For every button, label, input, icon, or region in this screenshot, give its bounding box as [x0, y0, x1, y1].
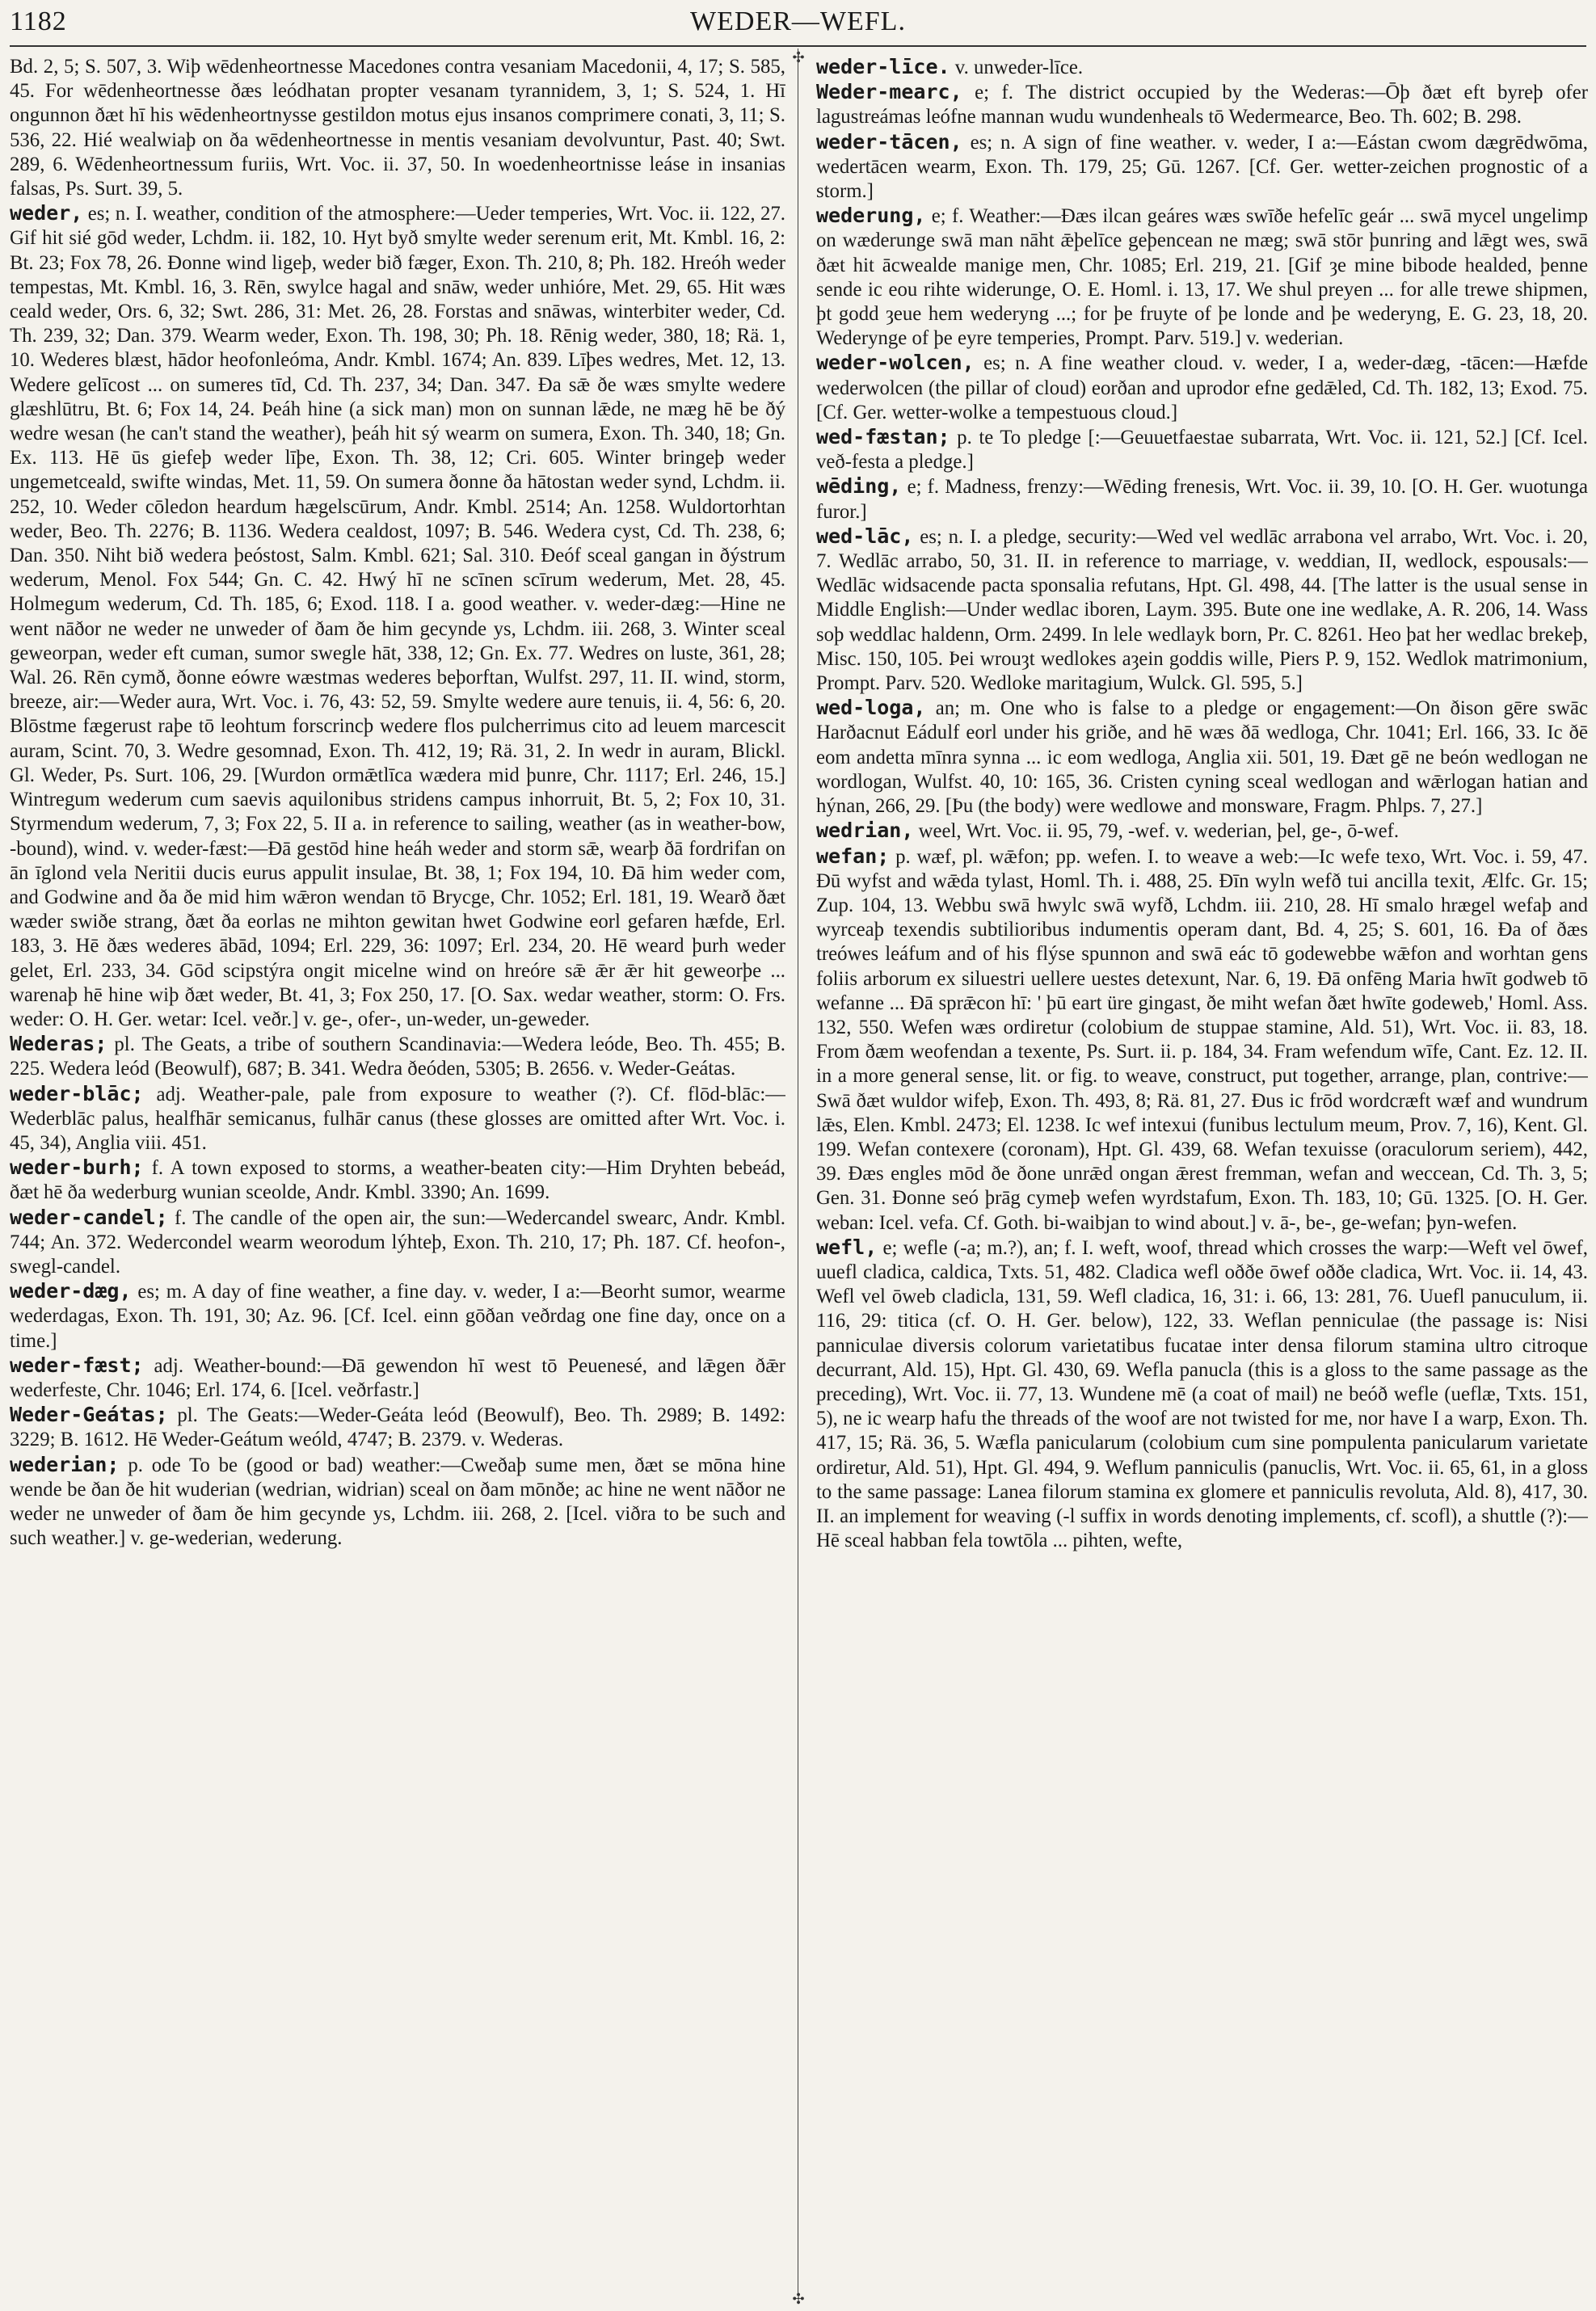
dictionary-entry — [816, 130, 1588, 204]
entry-definition: adj. Weather-pale, pale from exposure to weather (?). Cf. flōd-blāc:—Wederblāc palus, healfhār semicanus, fulhār canus (these glosses are omitted after Wrt. Voc. i. 45, 34), Anglia viii. 451. — [10, 1083, 785, 1154]
entry-definition: e; f. Weather:—Ðæs ilcan geáres wæs swīðe hefelīc geár ... swā mycel ungelimp on wæderunge swā man nāht ǣþelīce geþencean ne mæg; swā stōr þunring and lǣgt wes, swā ðæt hit ācwealde manige men, Chr. 1085; Erl. 219, 21. [Gif ȝe mine bibode healded, þenne sende ic eou rihte widerunge, O. E. Homl. i. 13, 17. We shul preyen ... for alle trewe shipmen, þt godd ȝeue hem wederyng ...; for þe fruyte of þe londe and þe wederyng, E. G. 23, 18, 20. Wederynge of þe eyre temperies, Prompt. Parv. 519.] v. wederian. — [816, 205, 1588, 350]
entry-headword: weder-līce. — [816, 55, 950, 78]
entry-headword: wed-loga, — [816, 696, 926, 720]
entry-definition: es; n. A fine weather cloud. v. weder, I a, weder-dæg, -tācen:—Hæfde wederwolcen (the pillar of cloud) eorðan and uprodor efne gedǣled, Cd. Th. 182, 13; Exod. 75. [Cf. Ger. wetter-wolke a tempestuous cloud.] — [816, 352, 1588, 423]
column-ornament-top-icon: ✣ — [792, 49, 805, 65]
dictionary-entry — [10, 1156, 785, 1205]
entry-headword: wederian; — [10, 1452, 120, 1476]
entry-definition: es; n. I. weather, condition of the atmosphere:—Ueder temperies, Wrt. Voc. ii. 122, 27. Gif hit sié gōd weder, Lchdm. ii. 182, 10. Hyt byð smylte weder serenum erit, Mt. Kmbl. 16, 2: Bt. 23; Fox 78, 26. Ðonne wind ligeþ, weder bið fæger, Exon. Th. 210, 8; Ph. 182. Hreóh weder tempestas, Mt. Kmbl. 16, 3. Rēn, swylce hagal and snāw, weder unhióre, Met. 29, 65. Hit wæs ceald weder, Ors. 6, 32; Swt. 286, 31: Met. 26, 28. Forstas and snāwas, winterbiter weder, Cd. Th. 239, 32; Dan. 379. Wearm weder, Exon. Th. 198, 30; Ph. 18. Rēnig weder, 380, 18; Rä. 1, 10. Wederes blæst, hādor heofonleóma, Andr. Kmbl. 1674; An. 839. Līþes wedres, Met. 12, 13. Wedere gelīcost ... on sumeres tīd, Cd. Th. 237, 34; Dan. 347. Ða sǣ ðe wæs smylte wedere glæshlūtru, Bt. 6; Fox 14, 24. Þeáh hine (a sick man) mon on sunnan lǣde, ne mæg hē be ðý wedre wesan (he can't stand the weather), þeáh hit sý wearm on sumera, Exon. Th. 340, 18; Gn. Ex. 113. Hē ūs giefeþ weder līþe, Exon. Th. 38, 12; Cri. 605. Winter bringeþ weder ungemetceald, swifte windas, Met. 11, 59. On sumera ðonne ða hātostan weder synd, Lchdm. ii. 252, 10. Weder cōledon heardum hægelscūrum, Andr. Kmbl. 2514; An. 1258. Wuldortorhtan weder, Beo. Th. 2276; B. 1136. Wedera cealdost, 1097; B. 546. Wedera cyst, Cd. Th. 238, 6; Dan. 350. Niht bið wedera þeóstost, Salm. Kmbl. 621; Sal. 310. Ðeóf sceal gangan in ðýstrum wederum, Menol. Fox 544; Gn. C. 42. Hwý hī ne scīnen scīrum wederum, Met. 28, 45. Holmegum wederum, Cd. Th. 185, 6; Exod. 118. I a. good weather. v. weder-dæg:—Hine ne went nāðor ne weder ne unweder of ðam ðe him gecynde ys, Lchdm. iii. 268, 3. Winter sceal geweorpan, weder eft cuman, sumor swegle hāt, 338, 12; Gn. Ex. 77. Wedres on luste, 361, 28; Wal. 26. Rēn cymð, ðonne eówre wæstmas wederes beþorftan, Wulfst. 297, 11. II. wind, storm, breeze, air:—Weder aura, Wrt. Voc. i. 76, 43: 52, 59. Smylte wedere aure tenuis, ii. 4, 56: 6, 20. Blōstme fægerust raþe tō leohtum forscrincþ wedere flos pulcherrimus cito ad leuem marcescit auram, Scint. 70, 3. Wedre gesomnad, Exon. Th. 412, 19; Rä. 31, 2. In wedr in auram, Blickl. Gl. Weder, Ps. Surt. 106, 29. [Wurdon ormǣtlīca wædera mid þunre, Chr. 1117; Erl. 246, 15.] Wintregum wederum cum saevis aquilonibus stridens campus inhorruit, Bt. 5, 2; Fox 10, 31. Styrmendum wederum, 7, 3; Fox 22, 5. II a. in reference to sailing, weather (as in weather-bow, -bound), wind. v. weder-fæst:—Ðā gestōd hine heáh weder and storm sǣ, wearþ ðā fordrifan on ān īglond vela Neritii ducis eurus appulit insulae, Bt. 38, 1; Fox 194, 10. Ðā him weder com, and Godwine and ða ðe mid him wǣron wendan tō Brycge, Chr. 1052; Erl. 181, 19. Wearð ðæt wæder swiðe strang, ðæt ða eorlas ne mihton gewitan hwet Godwine eorl gefaren hæfde, Erl. 183, 3. Hē ðæs wederes ābād, 1094; Erl. 229, 36: 1097; Erl. 234, 20. Hē weard þurh weder gelet, Erl. 233, 34. Gōd scipstýra ongit micelne wind on hreóre sǣ ǣr ǣr hit geweorþe ... warenaþ hē hine wiþ ðæt weder, Bt. 41, 3; Fox 250, 17. [O. Sax. wedar weather, storm: O. Frs. weder: O. H. Ger. wetar: Icel. veðr.] v. ge-, ofer-, un-weder, un-geweder. — [10, 203, 785, 1030]
entry-definition: e; f. Madness, frenzy:—Wēding frenesis, Wrt. Voc. ii. 39, 10. [O. H. Ger. wuotunga furor.] — [816, 476, 1588, 523]
dictionary-entry — [10, 55, 785, 201]
entry-headword: weder-dæg, — [10, 1279, 132, 1303]
dictionary-entry — [10, 1353, 785, 1403]
header-rule — [10, 45, 1586, 47]
entry-definition: es; n. A sign of fine weather. v. weder, I a:—Eástan cwom dægrēdwōma, wedertācen wearm, Exon. Th. 179, 25; Gū. 1267. [Cf. Ger. wetter-zeichen prognostic of a storm.] — [816, 131, 1588, 203]
entry-definition: Bd. 2, 5; S. 507, 3. Wiþ wēdenheortnesse Macedones contra vesaniam Macedonii, 4, 17; S. 585, 45. For wēdenheortnesse ðæs leódhatan propter vesanam tyrannidem, 3, 1; S. 524, 1. Hī ongunnon ðæt hī his wēdenheortnysse gestildon motus ejus insanos comprimere conati, 3, 11; S. 536, 22. Hié wealwiaþ on ða wēdenheortnesse in mentis vesaniam devolvuntur, Past. 40; Swt. 289, 6. Wēdenheortnessum furiis, Wrt. Voc. ii. 37, 50. In woedenheortnisse leáse in insanias falsas, Ps. Surt. 39, 5. — [10, 56, 785, 200]
dictionary-entry — [816, 425, 1588, 474]
entry-headword: wefan; — [816, 844, 890, 868]
entry-headword: wēding, — [816, 474, 902, 499]
dictionary-entry — [816, 819, 1588, 844]
right-column — [816, 55, 1588, 2293]
entry-definition: p. wæf, pl. wǣfon; pp. wefen. I. to weave a web:—Ic wefe texo, Wrt. Voc. i. 59, 47. Ðū wyfst and wǣda tylast, Homl. Th. i. 488, 25. Ðīn wyln wefð tui ancilla texit, Ælfc. Gr. 15; Zup. 104, 13. Webbu swā hwylc swā wyfð, Lchdm. iii. 210, 28. Hī smalo hrægel wefaþ and wyrceaþ texendis subtilioribus indumentis operam dant, Bd. 4, 25; S. 601, 16. Ða of ðæs treówes leáfum and of his flýse spunnon and swā eác tō godewebbe wǣfon and worhtan gens foliis arborum ex siluestri uellere uestes detexunt, Nar. 6, 19. Ðā onfēng Maria hwīt godweb tō wefanne ... Ðā sprǣcon hī: ' þū eart üre gingast, ðe miht wefan ðæt hwīte godeweb,' Homl. Ass. 132, 550. Wefen wæs ordiretur (colobium de stuppae stamine, Ald. 51), Wrt. Voc. ii. 83, 18. From ðæm weofendan a texente, Ps. Surt. ii. p. 184, 34. Fram wefendum wīfe, Cant. Ez. 12. II. in a more general sense, lit. or fig. to weave, construct, put together, arrange, plan, contrive:—Swā ðæt wuldor wifeþ, Exon. Th. 493, 8; Rä. 81, 27. Ðus ic frōd wordcræft wæf and wundrum lǣs, Elen. Kmbl. 2473; El. 1238. Ic wef intexui (funibus lectulum meum, Prov. 7, 16), Kent. Gl. 199. Wefan contexere (coronam), Hpt. Gl. 439, 68. Wefan texuisse (oraculorum seriem), 442, 39. Ðæs engles mōd ðe ðone unrǣd ongan ǣrest fremman, wefan and weccean, Cd. Th. 3, 5; Gen. 31. Ðonne seó þrāg cymeþ wefen wyrdstafum, Exon. Th. 183, 10; Gū. 1325. [O. H. Ger. weban: Icel. vefa. Cf. Goth. bi-waibjan to wind about.] v. ā-, be-, ge-wefan; þyn-wefen. — [816, 845, 1588, 1234]
entry-definition: f. The candle of the open air, the sun:—Wedercandel swearc, Andr. Kmbl. 744; An. 372. Wedercondel wearm weorodum lýhteþ, Exon. Th. 210, 17; Ph. 187. Cf. heofon-, swegl-candel. — [10, 1206, 785, 1278]
entry-definition: an; m. One who is false to a pledge or engagement:—On ðison gēre swāc Harðacnut Eádulf eorl under his griðe, and hē wæs ðā wedloga, Chr. 1041; Erl. 166, 33. Ic ðē eom andetta mīnra synna ... ic eom wedloga, Anglia xii. 501, 19. Ðæt gē ne beón wedlogan ne wordlogan, Wulfst. 40, 10: 165, 36. Cristen cyning sceal wedlogan and wǣrlogan hatian and hýnan, 266, 29. [Þu (the body) were wedlowe and monsware, Fragm. Phlps. 7, 27.] — [816, 697, 1588, 818]
entry-definition: pl. The Geats, a tribe of southern Scandinavia:—Wedera leóde, Beo. Th. 455; B. 225. Wedera leód (Beowulf), 687; B. 341. Wedra ðeóden, 5305; B. 2656. v. Weder-Geátas. — [10, 1033, 785, 1080]
dictionary-entry — [10, 1032, 785, 1081]
entry-headword: weder-fæst; — [10, 1353, 144, 1377]
dictionary-entry — [816, 80, 1588, 129]
entry-headword: weder-candel; — [10, 1205, 168, 1229]
entry-headword: weder-tācen, — [816, 129, 962, 154]
dictionary-entry — [10, 1082, 785, 1156]
dictionary-entry — [816, 55, 1588, 80]
dictionary-entry — [816, 1235, 1588, 1554]
entry-headword: Weder-Geátas; — [10, 1403, 168, 1427]
dictionary-entry — [10, 1453, 785, 1551]
entry-definition: e; f. The district occupied by the Wederas:—Ōþ ðæt eft byreþ ofer lagustreámas leófne mannan wudu wundenheals tō Wedermearce, Beo. Th. 602; B. 298. — [816, 82, 1588, 128]
entry-headword: wedrian, — [816, 819, 914, 843]
dictionary-entry — [10, 1279, 785, 1353]
entry-headword: weder, — [10, 201, 83, 225]
entry-headword: wederung, — [816, 204, 926, 228]
entry-headword: Wederas; — [10, 1032, 107, 1056]
entry-headword: weder-blāc; — [10, 1081, 144, 1105]
dictionary-entry — [816, 474, 1588, 524]
entry-definition: v. unweder-līce. — [954, 57, 1084, 78]
entry-definition: weel, Wrt. Voc. ii. 95, 79, -wef. v. wederian, þel, ge-, ō-wef. — [918, 820, 1400, 843]
entry-headword: wed-lāc, — [816, 524, 914, 548]
left-column — [10, 55, 785, 2293]
entry-headword: weder-wolcen, — [816, 351, 975, 375]
entry-headword: Weder-mearc, — [816, 80, 962, 104]
column-ornament-bottom-icon: ✣ — [792, 2291, 805, 2307]
page-header — [10, 2, 1586, 44]
running-title: WEDER—WEFL. — [690, 6, 906, 36]
entry-headword: weder-burh; — [10, 1156, 144, 1180]
dictionary-entry — [816, 204, 1588, 351]
entry-definition: f. A town exposed to storms, a weather-beaten city:—Him Dryhten bebeád, ðæt hē ða wederburg wunian sceolde, Andr. Kmbl. 3390; An. 1699. — [10, 1157, 785, 1204]
entry-definition: e; wefle (-a; m.?), an; f. I. weft, woof, thread which crosses the warp:—Weft vel ōwef, uuefl cladica, caldica, Txts. 51, 482. Cladica wefl oððe ōwef oððe cladica, Wrt. Voc. ii. 14, 43. Wefl vel ōweb cladicla, 131, 59. Wefl cladica, 16, 31: i. 66, 13: 281, 76. Uuefl panuculum, ii. 116, 29: titica (cf. O. H. Ger. below), 122, 33. Weflan penniculae (the passage is: Nisi panniculae diversis colorum varietatibus fucatae inter densa filorum stamina ultro citroque decurrant, Ald. 15), Hpt. Gl. 430, 69. Wefla panucla (this is a gloss to the same passage as the preceding), Wrt. Voc. ii. 77, 13. Wundene mē (a coat of mail) ne beóð wefle (ueflæ, Txts. 151, 5), ne ic wearp hafu the threads of the woof are not twisted for me, nor have I a warp, Exon. Th. 417, 15; Rä. 36, 5. Wæfla panicularum (colobium cum sine pompulenta panicularum varietate ordiretur, Ald. 51), Hpt. Gl. 494, 9. Weflum panniculis (panuclis, Wrt. Voc. ii. 65, 61, in a gloss to the same passage: Lanea filorum stamina ex glomere et panniculis revoluta, Ald. 8), 417, 30. II. an implement for weaving (-l suffix in words denoting implements, cf. scofl), a shuttle (?):—Hē sceal habban fela towtōla ... pihten, wefte, — [816, 1236, 1588, 1552]
dictionary-entry — [10, 201, 785, 1032]
dictionary-entry — [816, 351, 1588, 425]
dictionary-entry — [10, 1403, 785, 1452]
entry-headword: wefl, — [816, 1235, 878, 1259]
entry-headword: wed-fæstan; — [816, 425, 950, 449]
entry-definition: p. te To pledge [:—Geuuetfaestae subarrata, Wrt. Voc. ii. 121, 52.] [Cf. Icel. veð-festa a pledge.] — [816, 427, 1588, 474]
dictionary-entry — [816, 524, 1588, 696]
entry-definition: es; n. I. a pledge, security:—Wed vel wedlāc arrabona vel arrabo, Wrt. Voc. i. 20, 7. Wedlāc arrabo, 50, 31. II. in reference to marriage, v. weddian, II, wedlock, espousals:—Wedlāc widsacende pacta sponsalia refutans, Hpt. Gl. 498, 44. [The latter is the usual sense in Middle English:—Under wedlac iboren, Laym. 395. Bute one ine wedlake, A. R. 206, 14. Wass soþ weddlac haldenn, Orm. 2499. In lele wedlayk born, Pr. C. 8261. Heo þat her wedlac brekeþ, Misc. 150, 105. Þei wrouȝt wedlokes aȝein goddis wille, Piers P. 9, 152. Wedlok matrimonium, Prompt. Parv. 520. Wedloke maritagium, Wulck. Gl. 595, 5.] — [816, 525, 1588, 695]
dictionary-entry — [10, 1206, 785, 1280]
entry-definition: adj. Weather-bound:—Ðā gewendon hī west tō Peuenesé, and lǣgen ðǣr wederfeste, Chr. 1046; Erl. 174, 6. [Icel. veðrfastr.] — [10, 1354, 785, 1401]
dictionary-entry — [816, 696, 1588, 819]
dictionary-entry — [816, 844, 1588, 1235]
entry-definition: p. ode To be (good or bad) weather:—Cweðaþ sume men, ðæt se mōna hine wende be ðan ðe hit wuderian (wedrian, widrian) sceal on ðam mōnðe; ac hine ne went nāðor ne weder ne unweder of ðam ðe him gecynde ys, Lchdm. iii. 268, 2. [Icel. viðra to be such and such weather.] v. ge-wederian, wederung. — [10, 1454, 785, 1550]
entry-definition: es; m. A day of fine weather, a fine day. v. weder, I a:—Beorht sumor, wearme wederdagas, Exon. Th. 191, 30; Az. 96. [Cf. Icel. einn gōðan veðrdag one fine day, once on a time.] — [10, 1281, 785, 1352]
entry-definition: pl. The Geats:—Weder-Geáta leód (Beowulf), Beo. Th. 2989; B. 1492: 3229; B. 1612. Hē Weder-Geátum weóld, 4747; B. 2379. v. Wederas. — [10, 1404, 785, 1451]
page-number: 1182 — [10, 6, 67, 36]
